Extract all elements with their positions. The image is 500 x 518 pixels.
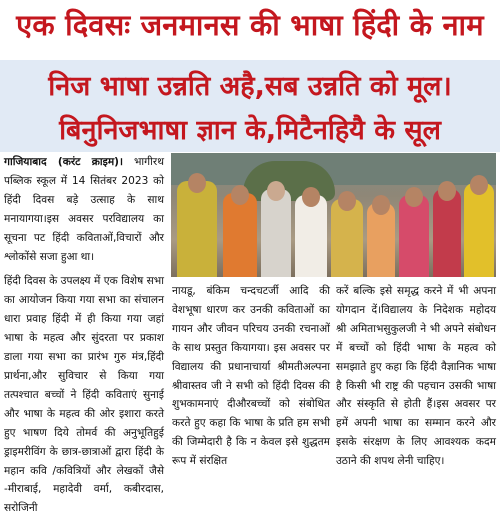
photo-person-head — [372, 195, 390, 215]
article-column-1 — [4, 153, 164, 518]
photo-person — [177, 181, 217, 277]
photo-person-head — [338, 191, 356, 211]
photo-person — [433, 189, 461, 277]
article-paragraph-2: हिंदी दिवस के उपलक्ष्य में एक विशेष सभा का आयोजन किया गया सभा का संचालन धारा प्रवाह हिंदी में ही किया गया जहां भाषा के महत्व और सुंदरता पर प्रकाश डाला गया सभा का प्रारंभ गुरु मंत्र,हिंदी प्रार्थना,और सुविचार से किया गया तत्पश्चात बच्चों ने हिंदी कविताएं सुनाई और भाषा के महत्व की ओर इशारा करते हुए भाषण दिये तोमर्व की अनुभूतिहुई ड्राइमरीविंग के छात्र-छात्राओं द्वारा हिंदी के महान कवि /कवित्रियों और लेखकों जैसे -मीराबाई, महादेवी वर्मा, कबीरदास, सरोजिनी — [4, 275, 164, 515]
photo-person — [223, 193, 257, 277]
photo-person — [399, 195, 429, 277]
headline: एक दिवसः जनमानस की भाषा हिंदी के नाम — [16, 7, 484, 42]
photo-person — [464, 183, 494, 277]
article-column-3: करें बल्कि इसे समृद्ध करने में भी अपना योगदान दें।विद्यालय के निदेशक महोदय श्री अमिताभसुकुलजी ने भी अपने संबोधन में बच्चों को हिंदी भाषा के महत्व को समझाते हुए कहा कि हिंदी वैज्ञानिक भाषा है किसी भी राष्ट्र की पहचान उसकी भाषा और संस्कृति से होती हैं।इस अवसर पर हमें अपनी भाषा का सम्मान करने और इसके संरक्षण के लिए आवश्यक कदम उठाने की शपथ लेनी चाहिए। — [336, 285, 496, 468]
article-column-2: नायडू, बंकिम चन्दचटर्जी आदि की वेशभूषा धारण कर उनकी कविताओं का गायन और जीवन परिचय उनकी रचनाओं के साथ प्रस्तुत कियागया। इस अवसर पर विद्यालय की प्रधानाचार्या श्रीमतीअल्पना श्रीवास्तव जी ने सभी को हिंदी दिवस की शुभकामनाएं दीऔरबच्चों को संबोधित करते हुए कहा कि भाषा के प्रति हम सभी की जिम्मेदारी है कि न केवल इसे शुद्धतम रूप में संरक्षित — [172, 285, 330, 468]
photo-person-head — [405, 187, 423, 207]
photo-person — [295, 195, 327, 277]
photo-person-head — [267, 181, 285, 201]
article-paragraph-1 — [4, 153, 164, 266]
photo-person-head — [470, 175, 488, 195]
paragraph-1-text: भागीरथ पब्लिक स्कूल में 14 सितंबर 2023 को हिंदी दिवस बड़े उत्साह के साथ मनायागया।इस अवसर परविद्यालय का सूचना पट हिंदी कविताओं,विचारों और श्लोकोंसे सजा हुआ था। — [4, 156, 164, 263]
photo-person — [261, 189, 291, 277]
dateline: गाजियाबाद (करंट क्राइम)। — [4, 156, 124, 168]
couplet-line-1: निज भाषा उन्नति अहै,सब उन्नति को मूल। — [48, 71, 452, 102]
event-photo — [171, 153, 496, 277]
photo-person-head — [231, 185, 249, 205]
photo-person-head — [438, 181, 456, 201]
photo-person-head — [302, 187, 320, 207]
couplet-line-2: बिनुनिजभाषा ज्ञान के,मिटैनहियै के सूल — [59, 115, 441, 146]
photo-person-head — [188, 173, 206, 193]
